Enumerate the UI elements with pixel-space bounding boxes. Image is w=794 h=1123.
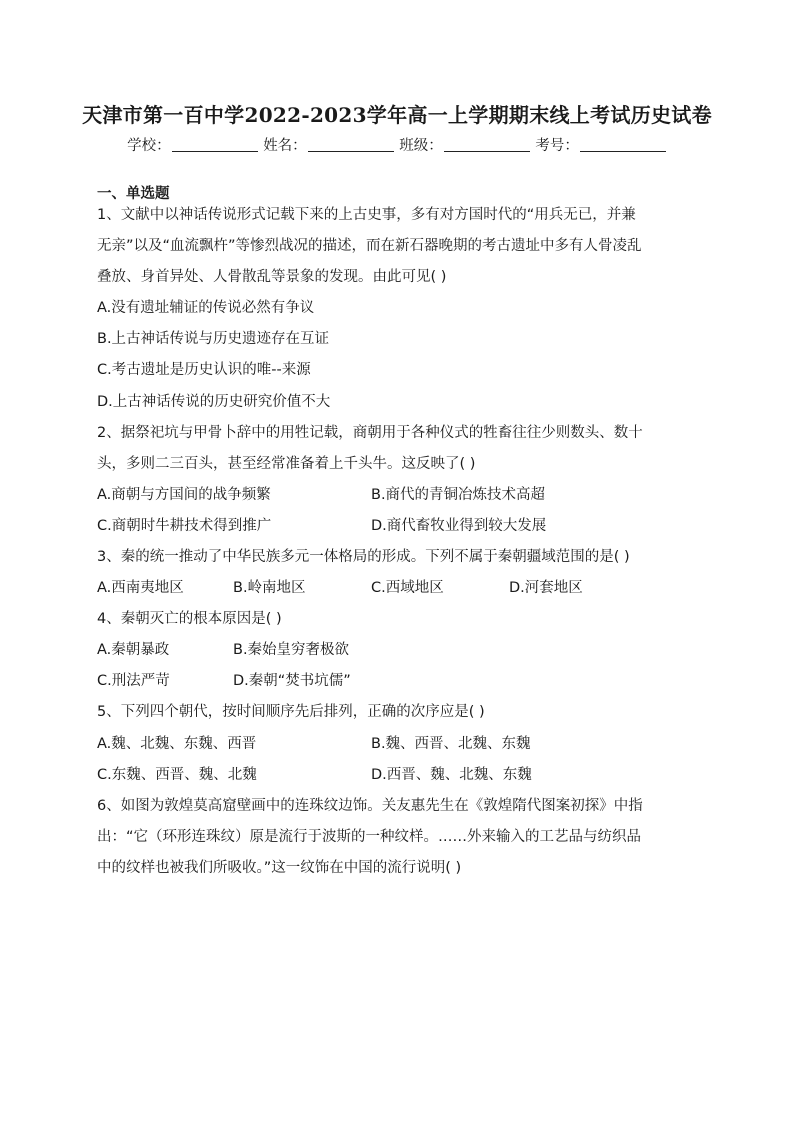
question-1-stem	[97, 200, 697, 293]
question-4-stem	[97, 604, 697, 635]
question-line: 2、据祭祀坑与甲骨卜辞中的用牲记载，商朝用于各种仪式的牲畜往往少则数头、数十	[97, 425, 643, 441]
question-3-option-a[interactable]: A.西南夷地区	[97, 580, 184, 596]
question-1-option-a[interactable]: A.没有遗址辅证的传说必然有争议	[97, 300, 315, 316]
exam-number-label: 考号：	[535, 138, 579, 154]
question-line: 无亲”以及“血流飘杵”等惨烈战况的描述，而在新石器晚期的考古遗址中多有人骨凌乱	[97, 238, 642, 254]
name-label: 姓名：	[263, 138, 307, 154]
question-2-option-b[interactable]: B.商代的青铜冶炼技术高超	[371, 487, 546, 503]
question-line: 中的纹样也被我们所吸收。”这一纹饰在中国的流行说明( )	[97, 860, 462, 876]
question-line: 5、下列四个朝代，按时间顺序先后排列，正确的次序应是( )	[97, 704, 485, 720]
name-blank[interactable]	[308, 137, 394, 152]
question-4-option-b[interactable]: B.秦始皇穷奢极欲	[233, 642, 350, 658]
question-line: 叠放、身首异处、人骨散乱等景象的发现。由此可见( )	[97, 269, 447, 285]
exam-number-blank[interactable]	[580, 137, 666, 152]
question-3-option-b[interactable]: B.岭南地区	[233, 580, 306, 596]
question-4-option-c[interactable]: C.刑法严苛	[97, 673, 170, 689]
question-3-stem	[97, 542, 697, 573]
question-2-option-d[interactable]: D.商代畜牧业得到较大发展	[371, 518, 547, 534]
question-5-stem	[97, 697, 697, 728]
question-3-option-c[interactable]: C.西域地区	[371, 580, 444, 596]
question-2-stem	[97, 418, 697, 480]
section-title: 一、单选题	[97, 186, 170, 202]
question-1-option-b[interactable]: B.上古神话传说与历史遗迹存在互证	[97, 331, 330, 347]
school-label: 学校：	[127, 138, 171, 154]
question-2-option-a[interactable]: A.商朝与方国间的战争频繁	[97, 487, 271, 503]
question-line: 出：“它（环形连珠纹）原是流行于波斯的一种纹样。……外来输入的工艺品与纺织品	[97, 829, 642, 845]
question-5-option-b[interactable]: B.魏、西晋、北魏、东魏	[371, 736, 531, 752]
question-line: 6、如图为敦煌莫高窟壁画中的连珠纹边饰。关友惠先生在《敦煌隋代图案初探》中指	[97, 798, 643, 814]
class-label: 班级：	[399, 138, 443, 154]
question-line: 1、文献中以神话传说形式记载下来的上古史事，多有对方国时代的“用兵无已，并兼	[97, 207, 636, 223]
question-6-stem	[97, 791, 697, 884]
student-info-line	[0, 134, 794, 155]
question-4-option-d[interactable]: D.秦朝“焚书坑儒”	[233, 673, 351, 689]
question-4-option-a[interactable]: A.秦朝暴政	[97, 642, 170, 658]
question-2-option-c[interactable]: C.商朝时牛耕技术得到推广	[97, 518, 272, 534]
question-5-option-a[interactable]: A.魏、北魏、东魏、西晋	[97, 736, 257, 752]
question-5-option-d[interactable]: D.西晋、魏、北魏、东魏	[371, 767, 532, 783]
question-line: 4、秦朝灭亡的根本原因是( )	[97, 611, 282, 627]
question-line: 头，多则二三百头，甚至经常准备着上千头牛。这反映了( )	[97, 456, 476, 472]
school-blank[interactable]	[172, 137, 258, 152]
question-line: 3、秦的统一推动了中华民族多元一体格局的形成。下列不属于秦朝疆域范围的是( )	[97, 549, 630, 565]
question-3-option-d[interactable]: D.河套地区	[509, 580, 583, 596]
question-1-option-d[interactable]: D.上古神话传说的历史研究价值不大	[97, 394, 331, 410]
question-5-option-c[interactable]: C.东魏、西晋、魏、北魏	[97, 767, 257, 783]
exam-title: 天津市第一百中学2022-2023学年高一上学期期末线上考试历史试卷	[82, 103, 712, 127]
class-blank[interactable]	[444, 137, 530, 152]
question-1-option-c[interactable]: C.考古遗址是历史认识的唯--来源	[97, 362, 311, 378]
